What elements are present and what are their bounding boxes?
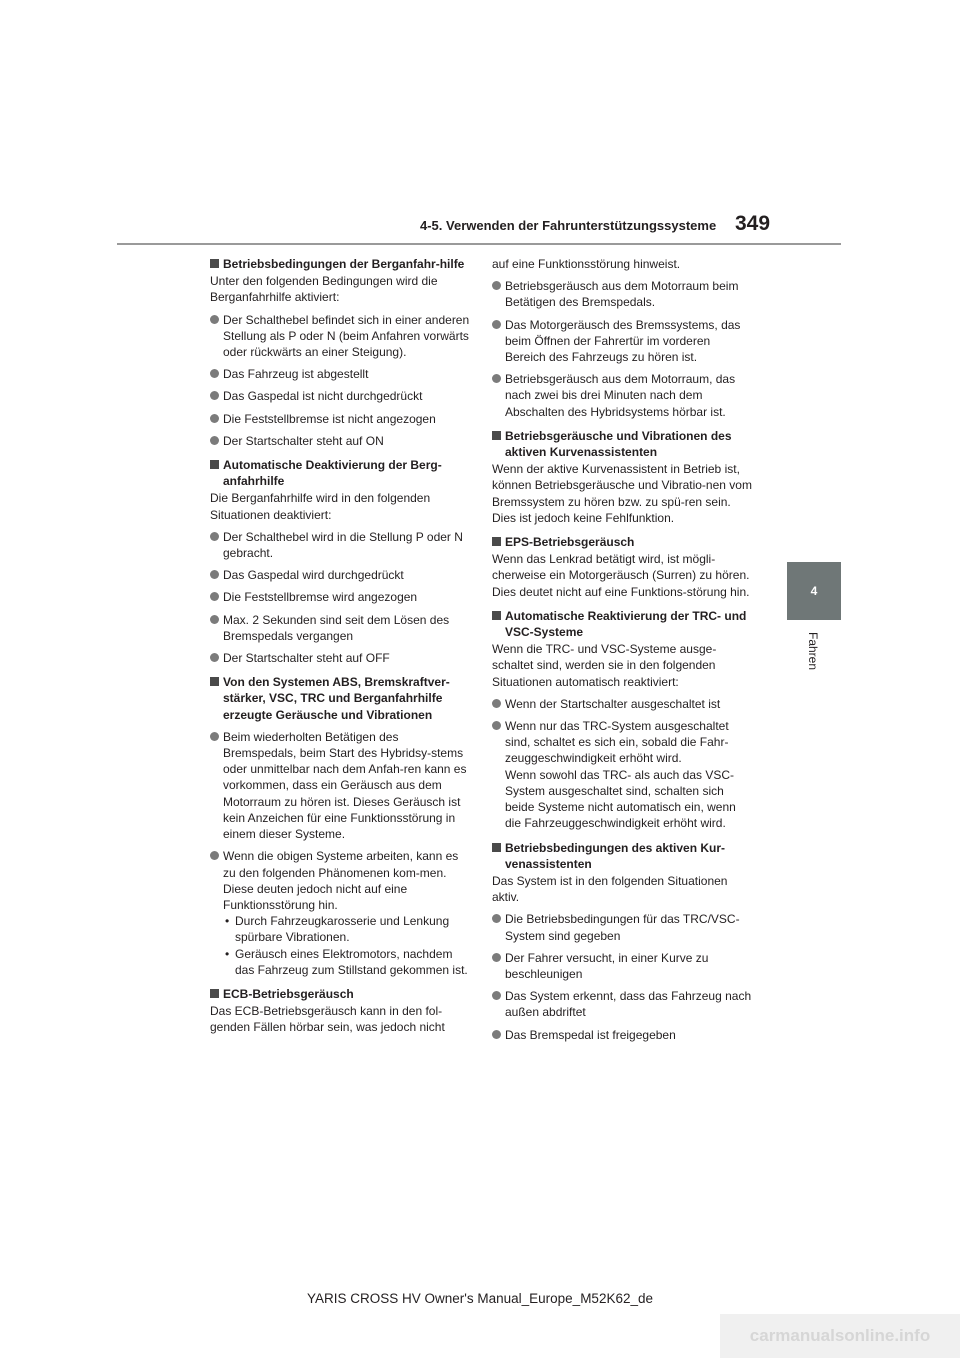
square-bullet-icon [210,677,219,686]
circle-bullet-icon [492,1030,501,1039]
list-item: Betriebsgeräusch aus dem Motorraum beim Betätigen des Bremspedals. [492,278,754,310]
footer-text: YARIS CROSS HV Owner's Manual_Europe_M52K62_de [307,1291,653,1306]
list-item: Die Betriebsbedingungen für das TRC/VSC-System sind gegeben [492,911,754,943]
square-bullet-icon [492,843,501,852]
watermark: carmanualsonline.info [720,1314,960,1358]
paragraph: Das System ist in den folgenden Situationen aktiv. [492,873,728,905]
circle-bullet-icon [492,320,501,329]
circle-bullet-icon [210,391,219,400]
paragraph: Unter den folgenden Bedingungen wird die Berganfahrhilfe aktiviert: [210,274,438,305]
square-bullet-icon [492,431,501,440]
square-bullet-icon [210,259,219,268]
circle-bullet-icon [492,953,501,962]
header-divider [117,243,841,245]
circle-bullet-icon [492,374,501,383]
list-item: Der Schalthebel befindet sich in einer anderen Stellung als P oder N (beim Anfahren vorwärts oder rückwärts an einer Steigung). [210,312,472,361]
list-item: Wenn der Startschalter ausgeschaltet ist [492,696,754,712]
circle-bullet-icon [210,436,219,445]
circle-bullet-icon [210,414,219,423]
square-bullet-icon [210,460,219,469]
circle-bullet-icon [210,315,219,324]
circle-bullet-icon [210,369,219,378]
square-bullet-icon [210,989,219,998]
dot-mark-icon: • [225,946,230,961]
list-item: Das Bremspedal ist freigegeben [492,1027,754,1043]
circle-bullet-icon [492,281,501,290]
list-item: Der Startschalter steht auf ON [210,433,472,449]
square-bullet-icon [492,611,501,620]
left-column [210,256,472,1036]
circle-bullet-icon [210,851,219,860]
list-item: Das Gaspedal wird durchgedrückt [210,567,472,583]
circle-bullet-icon [210,532,219,541]
list-item: Wenn nur das TRC-System ausgeschaltet sind, schaltet es sich ein, sobald die Fahr-zeuggeschwindigkeit erhöht wird. Wenn sowohl das TRC- als auch das VSC-System ausgeschaltet sind, schalten sich beide Systeme nicht automatisch ein, wenn die Fahrzeuggeschwindigkeit erhöht wird. [492,718,754,831]
dot-mark-icon: • [225,914,230,929]
right-column [492,256,754,1043]
list-item: Betriebsgeräusch aus dem Motorraum, das nach zwei bis drei Minuten nach dem Abschalten des Hybridsystems hörbar ist. [492,371,754,420]
section-heading: ECB-Betriebsgeräusch [210,986,472,1002]
list-item: Das Fahrzeug ist abgestellt [210,366,472,382]
paragraph: Wenn die TRC- und VSC-Systeme ausge-schaltet sind, werden sie in den folgenden Situationen automatisch reaktiviert: [492,642,717,689]
circle-bullet-icon [210,615,219,624]
section-heading: Betriebsbedingungen des aktiven Kur-venassistenten [492,840,754,872]
list-item: Das System erkennt, dass das Fahrzeug nach außen abdriftet [492,988,754,1020]
list-item: Das Motorgeräusch des Bremssystems, das beim Öffnen der Fahrertür im vorderen Bereich des Fahrzeugs zu hören ist. [492,317,754,366]
circle-bullet-icon [492,699,501,708]
section-heading: Automatische Reaktivierung der TRC- und VSC-Systeme [492,608,754,640]
list-item: Beim wiederholten Betätigen des Bremspedals, beim Start des Hybridsy-stems oder unmittelbar nach dem Anfah-ren kann es vorkommen, dass ein Geräusch aus dem Motorraum zu hören ist. Dieses Geräusch ist kein Anzeichen für eine Funktionsstörung in einem dieser Systeme. [210,729,472,842]
list-item: Der Schalthebel wird in die Stellung P oder N gebracht. [210,529,472,561]
list-item: Das Gaspedal ist nicht durchgedrückt [210,388,472,404]
paragraph: Wenn das Lenkrad betätigt wird, ist mögli-cherweise ein Motorgeräusch (Surren) zu hören. Dies deutet nicht auf eine Funktions-störung hin. [492,552,750,599]
circle-bullet-icon [210,592,219,601]
sub-list-item: • Durch Fahrzeugkarosserie und Lenkung spürbare Vibrationen. [225,914,450,945]
paragraph: auf eine Funktionsstörung hinweist. [492,257,681,271]
paragraph: Die Berganfahrhilfe wird in den folgenden Situationen deaktiviert: [210,491,431,522]
sub-list-item: • Geräusch eines Elektromotors, nachdem das Fahrzeug zum Stillstand gekommen ist. [225,946,468,977]
circle-bullet-icon [210,732,219,741]
list-item: Der Fahrer versucht, in einer Kurve zu beschleunigen [492,950,754,982]
list-item: Der Startschalter steht auf OFF [210,650,472,666]
section-heading: Betriebsgeräusche und Vibrationen des aktiven Kurvenassistenten [492,428,754,460]
circle-bullet-icon [210,570,219,579]
section-heading: Von den Systemen ABS, Bremskraftver-stärker, VSC, TRC und Berganfahrhilfe erzeugte Geräusche und Vibrationen [210,674,472,723]
section-heading: Automatische Deaktivierung der Berg-anfahrhilfe [210,457,472,489]
list-item: Die Feststellbremse ist nicht angezogen [210,411,472,427]
square-bullet-icon [492,537,501,546]
list-item: Max. 2 Sekunden sind seit dem Lösen des Bremspedals vergangen [210,612,472,644]
chapter-label: Fahren [806,632,820,671]
section-title: 4-5. Verwenden der Fahrunterstützungssysteme [420,218,717,233]
circle-bullet-icon [492,991,501,1000]
paragraph: Das ECB-Betriebsgeräusch kann in den fol-genden Fällen hörbar sein, was jedoch nicht [210,1004,445,1035]
circle-bullet-icon [492,721,501,730]
list-item: Wenn die obigen Systeme arbeiten, kann es zu den folgenden Phänomenen kom-men. Diese deuten jedoch nicht auf eine Funktionsstörung hin. • Durch Fahrzeugkarosserie und Lenkung spürbare Vibrationen. • Geräusch eines Elektromotors, nachdem das Fahrzeug zum Stillstand gekommen ist. [210,848,472,978]
section-heading: Betriebsbedingungen der Berganfahr-hilfe [210,256,472,272]
list-item: Die Feststellbremse wird angezogen [210,589,472,605]
chapter-number: 4 [810,584,818,598]
section-heading: EPS-Betriebsgeräusch [492,534,754,550]
chapter-tab[interactable] [787,562,841,620]
paragraph: Wenn der aktive Kurvenassistent in Betrieb ist, können Betriebsgeräusche und Vibratio-nen vom Bremssystem zu hören bzw. zu spü-ren sein. Dies ist jedoch keine Fehlfunktion. [492,462,752,525]
circle-bullet-icon [492,914,501,923]
page-number: 349 [735,212,771,235]
circle-bullet-icon [210,653,219,662]
